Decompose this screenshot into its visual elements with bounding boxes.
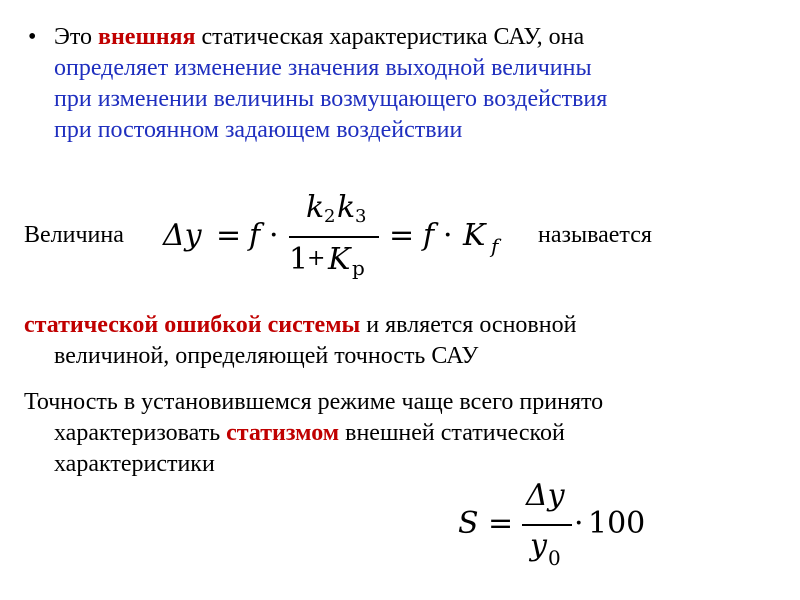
formula1-eq1: = <box>216 218 242 253</box>
formula1-dot1: · <box>269 218 279 253</box>
formula2-s: S <box>458 506 479 541</box>
formula-statism <box>458 478 646 584</box>
bullet-line-4: при постоянном задающем воздействии <box>54 117 463 143</box>
formula1-kf-sub: f <box>491 234 499 258</box>
highlight-statism: статизмом <box>226 420 340 446</box>
formula-static-error <box>163 190 523 280</box>
formula2-den-sub: 0 <box>548 546 561 570</box>
highlight-external: внешняя <box>98 24 196 50</box>
para3-line-2: характеризовать статизмом внешней статической <box>54 420 565 446</box>
formula2-hundred: 100 <box>588 506 646 541</box>
formula2-dot: · <box>574 506 584 541</box>
formula1-num-sub3: 3 <box>355 206 367 227</box>
para3-line-1: Точность в установившемся режиме чаще всего принято <box>24 389 604 415</box>
formula1-eq2: = <box>389 218 415 253</box>
formula1-delta-y: Δy <box>163 218 202 253</box>
formula1-den-k: K <box>328 242 351 277</box>
formula1-den-plus: + <box>307 246 326 271</box>
formula2-num: Δy <box>526 478 565 513</box>
formula1-den-sub: p <box>352 256 365 280</box>
formula2-eq: = <box>488 506 514 541</box>
formula1-f2: f <box>423 218 435 253</box>
label-value: Величина <box>24 222 124 248</box>
formula1-dot2: · <box>443 218 453 253</box>
formula1-num-k3: k <box>337 190 356 225</box>
formula2-fraction-bar <box>522 524 572 526</box>
formula1-den-one: 1 <box>289 242 309 277</box>
bullet-dot-icon: • <box>28 24 37 50</box>
label-called: называется <box>538 222 652 248</box>
bullet-line-3: при изменении величины возмущающего воздействия <box>54 86 608 112</box>
bullet-line-1: Это внешняя статическая характеристика САУ, она <box>54 24 585 50</box>
formula1-kf: K <box>463 218 486 253</box>
para3-line-3: характеристики <box>54 451 215 477</box>
formula1-fraction-bar <box>289 236 379 238</box>
formula1-num-sub2: 2 <box>324 206 336 227</box>
bullet-line-2: определяет изменение значения выходной величины <box>54 55 592 81</box>
para2-line-2: величиной, определяющей точность САУ <box>54 343 479 369</box>
formula2-den: y <box>530 528 547 563</box>
formula1-num-k2: k <box>306 190 325 225</box>
highlight-static-error: статической ошибкой системы <box>24 312 361 338</box>
para2-line-1: статической ошибкой системы и является основной <box>24 312 577 338</box>
bullet-paragraph <box>28 22 788 146</box>
formula1-f1: f <box>249 218 261 253</box>
